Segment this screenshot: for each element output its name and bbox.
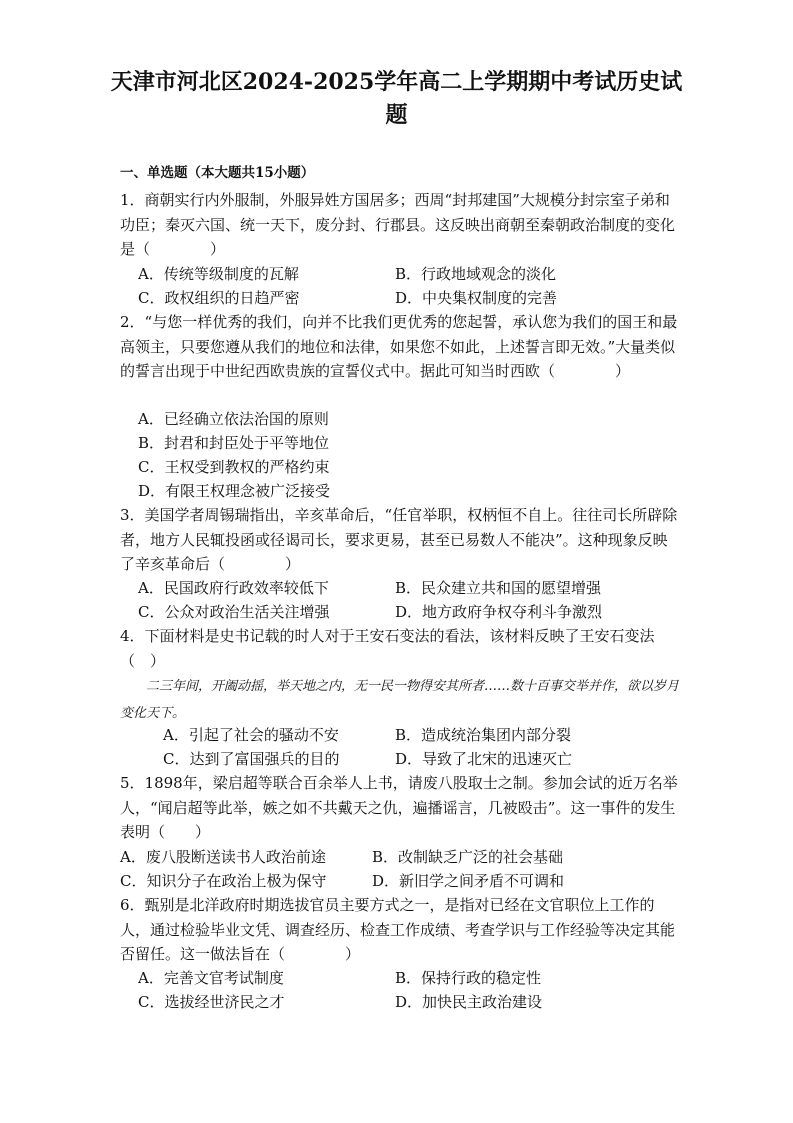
question-6-option-d: D．加快民主政治建设 xyxy=(395,993,543,1011)
question-4-source-quote: 二三年间，开阖动摇，举天地之内，无一民一物得安其所者……数十百事交举并作，欲以岁月变化天下。 xyxy=(120,679,680,721)
question-6-option-c: C．选拔经世济民之才 xyxy=(138,993,285,1011)
question-3-stem: 3．美国学者周锡瑞指出，辛亥革命后，“任官举职，权柄恒不自上。往往司长所辟除者，地方人民辄投函或径谒司长，要求更易，甚至已易数人不能决”。这种现象反映了辛亥革命后（ ） xyxy=(120,506,678,573)
question-2-option-c: C．王权受到教权的严格约束 xyxy=(138,458,330,476)
question-6-option-a: A．完善文官考试制度 xyxy=(138,969,284,987)
question-1-option-b: B．行政地域观念的淡化 xyxy=(395,265,557,283)
question-6-option-b: B．保持行政的稳定性 xyxy=(395,969,542,987)
question-4-option-d: D．导致了北宋的迅速灭亡 xyxy=(395,750,573,768)
title-line-2: 题 xyxy=(385,102,408,128)
question-5-option-c: C．知识分子在政治上极为保守 xyxy=(120,872,327,890)
question-2-option-a: A．已经确立依法治国的原则 xyxy=(138,410,329,428)
document-title xyxy=(60,66,733,132)
question-1-option-c: C．政权组织的日趋严密 xyxy=(138,289,300,307)
question-5-option-b: B．改制缺乏广泛的社会基础 xyxy=(372,848,564,866)
question-4-option-a: A．引起了社会的骚动不安 xyxy=(163,726,339,744)
title-line-1: 天津市河北区2024-2025学年高二上学期期中考试历史试 xyxy=(110,69,683,95)
question-2-option-b: B．封君和封臣处于平等地位 xyxy=(138,434,330,452)
question-3-option-b: B．民众建立共和国的愿望增强 xyxy=(395,579,602,597)
question-1-stem: 1．商朝实行内外服制，外服异姓方国居多；西周“封邦建国”大规模分封宗室子弟和功臣；秦灭六国、统一天下，废分封、行郡县。这反映出商朝至秦朝政治制度的变化是（ ） xyxy=(120,191,676,258)
question-5-option-a: A．废八股断送读书人政治前途 xyxy=(120,848,326,866)
question-3-option-d: D．地方政府争权夺利斗争激烈 xyxy=(395,603,603,621)
question-1-option-a: A．传统等级制度的瓦解 xyxy=(138,265,299,283)
question-6-stem: 6．甄别是北洋政府时期选拔官员主要方式之一，是指对已经在文官职位上工作的人，通过检验毕业文凭、调查经历、检查工作成绩、考查学识与工作经验等决定其能否留任。这一做法旨在（ ） xyxy=(120,896,676,963)
question-2-option-d: D．有限王权理念被广泛接受 xyxy=(138,482,331,500)
question-2-stem: 2．“与您一样优秀的我们，向并不比我们更优秀的您起誓，承认您为我们的国王和最高领主，只要您遵从我们的地位和法律，如果您不如此，上述誓言即无效。”大量类似的誓言出现于中世纪西欧贵族的宣誓仪式中。据此可知当时西欧（ ） xyxy=(120,313,678,380)
question-4-option-c: C．达到了富国强兵的目的 xyxy=(163,750,340,768)
question-4-option-b: B．造成统治集团内部分裂 xyxy=(395,726,572,744)
question-5-option-d: D．新旧学之间矛盾不可调和 xyxy=(372,872,565,890)
question-5-stem: 5．1898年，梁启超等联合百余举人上书，请废八股取士之制。参加会试的近万名举人，“闻启超等此举，嫉之如不共戴天之仇，遍播谣言，几被殴击”。这一事件的发生表明（ ） xyxy=(120,774,678,841)
question-3-option-a: A．民国政府行政效率较低下 xyxy=(138,579,329,597)
question-3-option-c: C．公众对政治生活关注增强 xyxy=(138,603,330,621)
question-4-stem: 4．下面材料是史书记载的时人对于王安石变法的看法，该材料反映了王安石变法（ ） xyxy=(120,627,655,670)
section-heading: 一、单选题（本大题共15小题） xyxy=(120,165,315,181)
question-1-option-d: D．中央集权制度的完善 xyxy=(395,289,558,307)
